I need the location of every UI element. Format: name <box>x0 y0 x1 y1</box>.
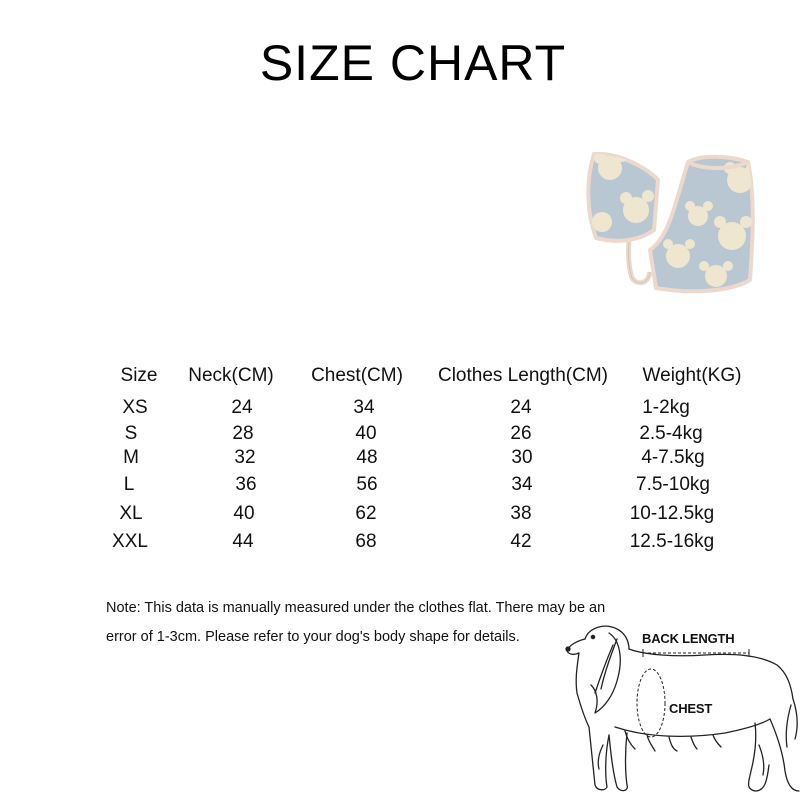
cell-chest: 40 <box>355 423 377 444</box>
cell-size: XS <box>122 397 148 418</box>
cell-length: 26 <box>510 423 532 444</box>
note-line-1: Note: This data is manually measured under the clothes flat. There may be an <box>106 600 606 616</box>
header-weight: Weight(KG) <box>642 365 742 386</box>
product-image <box>580 140 770 310</box>
cell-neck: 32 <box>234 447 256 468</box>
cell-length: 38 <box>510 503 532 524</box>
cell-neck: 40 <box>233 503 255 524</box>
cell-length: 34 <box>511 474 533 495</box>
cell-weight: 1-2kg <box>642 397 690 418</box>
cell-neck: 28 <box>232 423 254 444</box>
cell-size: XXL <box>112 531 148 552</box>
header-size: Size <box>120 365 158 386</box>
cell-chest: 34 <box>353 397 375 418</box>
cell-weight: 7.5-10kg <box>636 474 710 495</box>
chest-label: CHEST <box>669 701 713 716</box>
back-length-label: BACK LENGTH <box>642 631 735 646</box>
cell-size: S <box>124 423 138 444</box>
cell-size: L <box>123 474 135 495</box>
header-chest: Chest(CM) <box>311 365 403 386</box>
header-neck: Neck(CM) <box>188 365 274 386</box>
cell-weight: 12.5-16kg <box>629 531 715 552</box>
cell-neck: 24 <box>231 397 253 418</box>
page-title: SIZE CHART <box>259 35 567 91</box>
cell-weight: 2.5-4kg <box>639 423 703 444</box>
cell-length: 24 <box>510 397 532 418</box>
cell-weight: 10-12.5kg <box>629 503 715 524</box>
cell-length: 42 <box>510 531 532 552</box>
cell-length: 30 <box>511 447 533 468</box>
note-line-2: error of 1-3cm. Please refer to your dog's body shape for details. <box>106 629 520 645</box>
header-clothes-length: Clothes Length(CM) <box>437 365 609 386</box>
cell-size: M <box>123 447 139 468</box>
cell-neck: 44 <box>232 531 254 552</box>
cell-size: XL <box>119 503 143 524</box>
cell-weight: 4-7.5kg <box>641 447 705 468</box>
cell-chest: 62 <box>355 503 377 524</box>
cell-chest: 56 <box>356 474 378 495</box>
cell-chest: 68 <box>355 531 377 552</box>
cell-neck: 36 <box>235 474 257 495</box>
cell-chest: 48 <box>356 447 378 468</box>
